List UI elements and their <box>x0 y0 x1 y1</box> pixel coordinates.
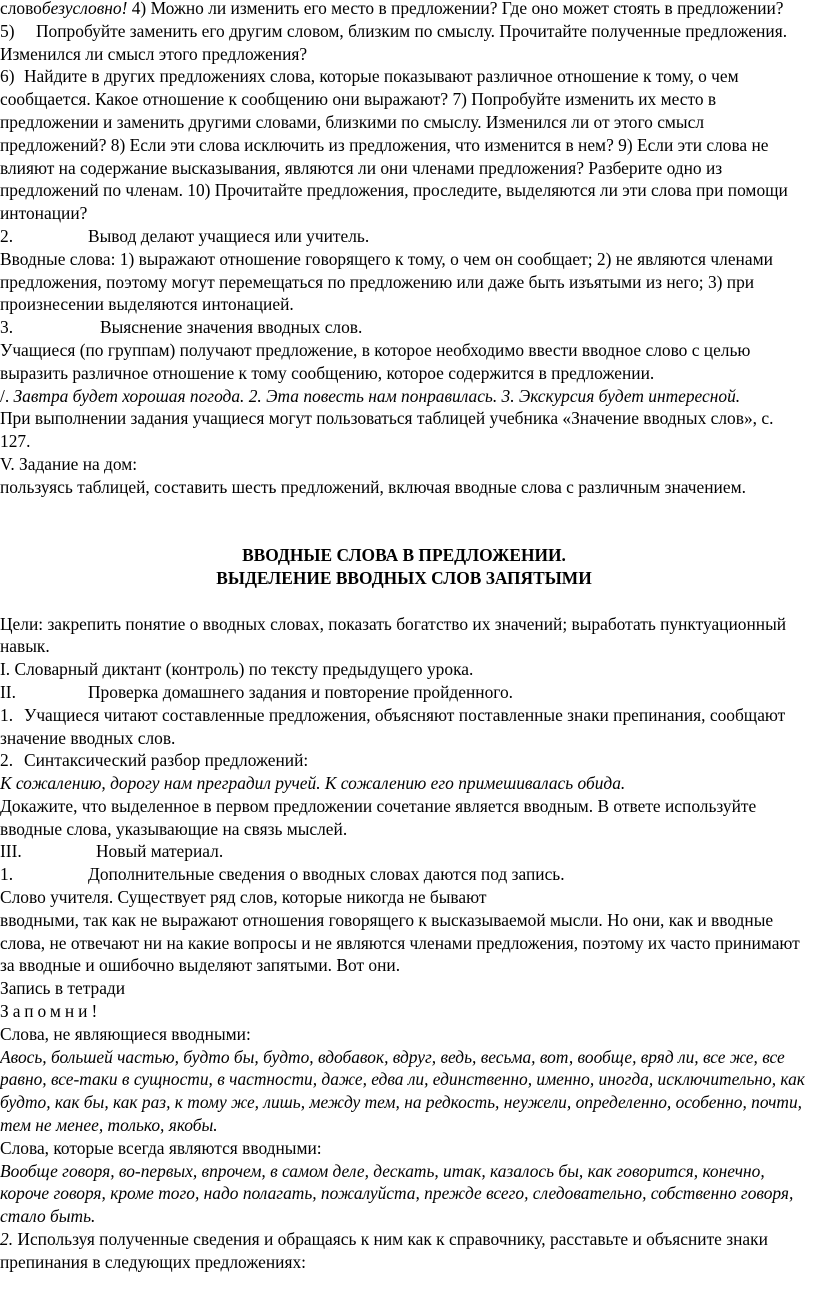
paragraph-group-task: Учащиеся (по группам) получают предложение, в которое необходимо ввести вводное слово с целью выразить различное отношение к тому сообщению, которое содержится в предложении. <box>0 339 751 383</box>
paragraph-intro-words-definition: Вводные слова: 1) выражают отношение говорящего к тому, о чем он сообщает; 2) не являются членами предложения, поэтому могут перемещаться по предложению или даже быть изъятыми из него; 3) при произнесении выделяются интонацией. <box>0 248 773 315</box>
paragraph-section-2-2 <box>0 749 808 772</box>
item-text: Используя полученные сведения и обращаясь к ним как к справочнику, расставьте и объясните знаки препинания в следующих предложениях: <box>0 1229 768 1272</box>
item-number: 2. <box>0 750 14 771</box>
paragraph-section-1: I. Словарный диктант (контроль) по тексту предыдущего урока. <box>0 659 474 680</box>
spacer <box>0 499 808 522</box>
item-text: Дополнительные сведения о вводных словах даются под запись. <box>88 864 565 885</box>
item-number: III. <box>0 841 22 862</box>
item-text: Выяснение значения вводных слов. <box>100 317 363 338</box>
paragraph-section-3 <box>0 840 808 863</box>
item-text: Новый материал. <box>96 841 224 862</box>
paragraph-section-2 <box>0 681 808 704</box>
paragraph-teacher-word-line-1: Слово учителя. Существует ряд слов, которые никогда не бывают <box>0 887 487 908</box>
item-text: Синтаксический разбор предложений: <box>24 750 309 771</box>
paragraph-question-5 <box>0 20 808 66</box>
paragraph-always-intro-list: Вообще говоря, во-первых, впрочем, в самом деле, дескать, итак, казалось бы, как говорится, конечно, короче говоря, кроме того, надо полагать, пожалуйста, прежде всего, следовательно, собственно говоря, стало быть. <box>0 1160 794 1227</box>
item-number: 6) <box>0 66 15 87</box>
paragraph-always-intro-label: Слова, которые всегда являются вводными: <box>0 1137 322 1158</box>
paragraph-meaning-heading <box>0 316 808 339</box>
paragraph-section-2-1 <box>0 704 808 750</box>
text-fragment: /. <box>0 385 14 406</box>
item-text: Проверка домашнего задания и повторение пройденного. <box>88 681 514 702</box>
lesson-title-line-1: ВВОДНЫЕ СЛОВА В ПРЕДЛОЖЕНИИ. <box>242 545 566 566</box>
spacer <box>0 521 808 544</box>
italic-word: безусловно! <box>41 0 128 18</box>
paragraph-example-sentences <box>0 385 808 408</box>
paragraph-conclusion-heading <box>0 225 808 248</box>
lesson-title-line-2: ВЫДЕЛЕНИЕ ВВОДНЫХ СЛОВ ЗАПЯТЫМИ <box>216 567 592 588</box>
paragraph-remember: Запомни! <box>0 1001 102 1022</box>
item-number: 3. <box>0 317 14 338</box>
item-text: Попробуйте заменить его другим словом, близким по смыслу. Прочитайте полученные предложения. Изменился ли смысл этого предложения? <box>0 20 788 64</box>
item-number: II. <box>0 681 16 702</box>
item-text: Вывод делают учащиеся или учитель. <box>88 225 370 246</box>
item-number: 5) <box>0 20 15 41</box>
paragraph-textbook-table: При выполнении задания учащиеся могут пользоваться таблицей учебника «Значение вводных слов», с. 127. <box>0 408 774 452</box>
paragraph-question-4 <box>0 0 808 20</box>
paragraph-prove-task: Докажите, что выделенное в первом предложении сочетание является вводным. В ответе используйте вводные слова, указывающие на связь мыслей. <box>0 795 757 839</box>
paragraph-not-intro-label: Слова, не являющиеся вводными: <box>0 1023 251 1044</box>
spacer <box>0 590 808 613</box>
paragraph-section-3-1 <box>0 863 808 886</box>
item-text: Учащиеся читают составленные предложения, объясняют поставленные знаки препинания, сообщают значение вводных слов. <box>0 704 786 748</box>
paragraph-task-2 <box>0 1228 808 1274</box>
paragraph-notebook: Запись в тетради <box>0 978 126 999</box>
item-number: 2. <box>0 225 14 246</box>
paragraph-parse-examples: К сожалению, дорогу нам преградил ручей. К сожалению его примешивалась обида. <box>0 773 626 794</box>
text-fragment: слово <box>0 0 42 18</box>
paragraph-question-6 <box>0 65 808 225</box>
paragraph-teacher-word-rest: вводными, так как не выражают отношения говорящего к высказываемой мысли. Но они, как и вводные слова, не отвечают ни на какие вопросы и не являются членами предложения, поэтому их часто принимают за вводные и ошибочно выделяют запятыми. Вот они. <box>0 909 800 976</box>
item-number: 2. <box>0 1229 14 1250</box>
item-number: 1. <box>0 864 14 885</box>
paragraph-goals: Цели: закрепить понятие о вводных словах, показать богатство их значений; выработать пунктуационный навык. <box>0 613 787 657</box>
italic-examples: Завтра будет хорошая погода. 2. Эта повесть нам понравилась. 3. Экскурсия будет интересной. <box>13 385 741 406</box>
item-text: Найдите в других предложениях слова, которые показывают различное отношение к тому, о чем сообщается. Какое отношение к сообщению они выражают? 7) Попробуйте изменить их место в предложении и заменить другими словами, близкими по смыслу. Изменился ли от этого смысл предложений? 8) Если эти слова исключить из предложения, что изменится в нем? 9) Если эти слова не влияют на содержание высказывания, являются ли они членами предложения? Разберите одно из предложений по членам. 10) Прочитайте предложения, проследите, выделяются ли эти слова при помощи интонации? <box>0 66 788 224</box>
text-fragment: 4) Можно ли изменить его место в предложении? Где оно может стоять в предложении? <box>127 0 784 18</box>
item-number: 1. <box>0 704 14 725</box>
paragraph-not-intro-list: Авось, большей частью, будто бы, будто, вдобавок, вдруг, ведь, весьма, вот, вообще, вряд ли, все же, все равно, все-таки в сущности, в частности, даже, едва ли, единственно, именно, иногда, исключительно, как будто, как бы, как раз, к тому же, лишь, между тем, на редкость, неужели, определенно, особенно, почти, тем не менее, только, якобы. <box>0 1046 805 1136</box>
paragraph-homework-text: пользуясь таблицей, составить шесть предложений, включая вводные слова с различным значением. <box>0 476 746 497</box>
paragraph-homework-heading: V. Задание на дом: <box>0 453 138 474</box>
